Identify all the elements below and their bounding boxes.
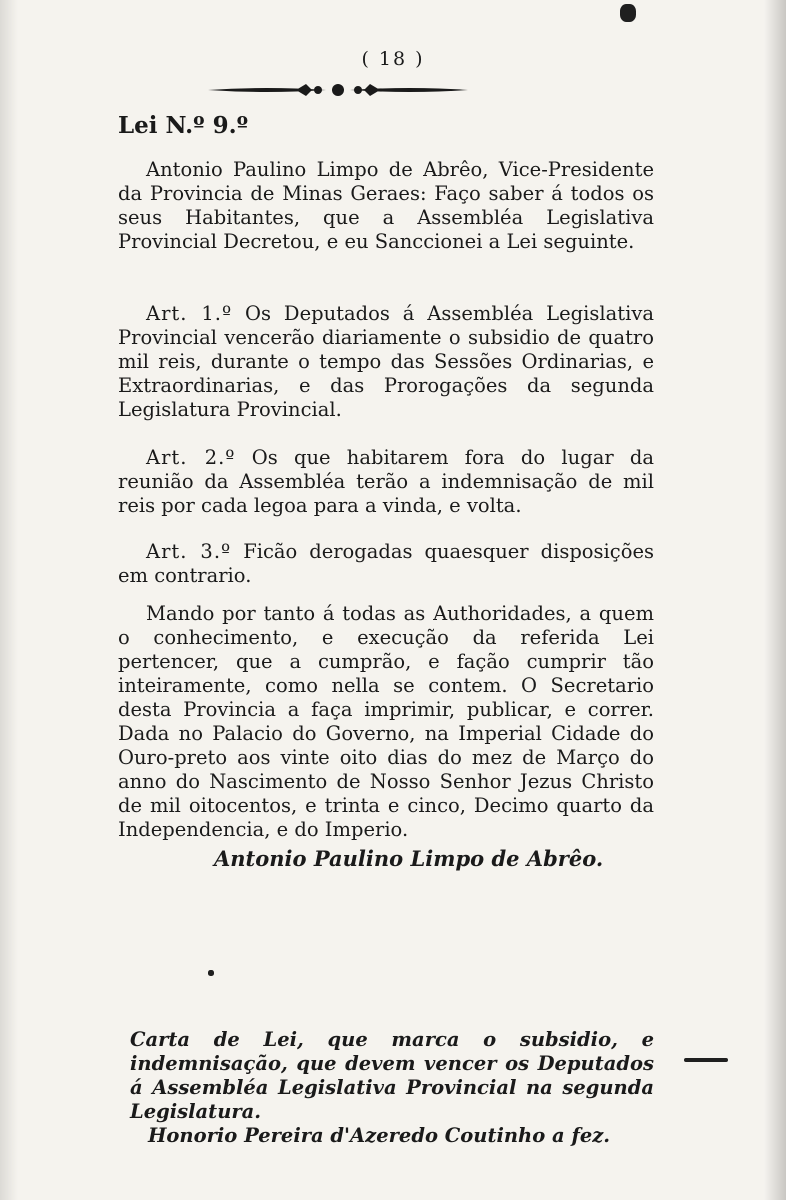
article-2-label: Art. 2.º (146, 446, 236, 469)
carta-de-lei (118, 1028, 654, 1148)
ornamental-divider (206, 80, 470, 100)
article-3 (118, 540, 654, 588)
page-number: ( 18 ) (361, 48, 425, 70)
mandate-text: Mando por tanto á todas as Authoridades, a quem o conhecimento, e execução da referida Lei pertencer, que a cumprão, e fação cumprir tão inteiramente, como nella se contem. O Secretario desta Provincia a faça imprimir, publicar, e correr. Dada no Palacio do Governo, na Imperial Cidade do Ouro-preto aos vinte oito dias do mez de Março do anno do Nascimento de Nosso Senhor Jezus Christo de mil oitocentos, e trinta e cinco, Decimo quarto da Independencia, e do Imperio. (118, 602, 654, 841)
article-2-text: Os que habitarem fora do lugar da reunião da Assembléa terão a indemnisação de mil reis por cada legoa para a vinda, e volta. (118, 446, 654, 517)
ink-dot (208, 970, 214, 976)
signature: Antonio Paulino Limpo de Abrêo. (214, 846, 604, 871)
article-3-text: Ficão derogadas quaesquer disposições em contrario. (118, 540, 654, 587)
law-title: Lei N.º 9.º (118, 112, 249, 139)
ink-mark (684, 1058, 728, 1062)
preamble-block (118, 158, 654, 254)
article-1-text: Os Deputados á Assembléa Legislativa Provincial vencerão diariamente o subsidio de quatro mil reis, durante o tempo das Sessões Ordinarias, e Extraordinarias, e das Prorogações da segunda Legislatura Provincial. (118, 302, 654, 421)
article-3-label: Art. 3.º (146, 540, 232, 563)
preamble-text: Antonio Paulino Limpo de Abrêo, Vice-Presidente da Provincia de Minas Geraes: Faço saber á todos os seus Habitantes, que a Assembléa Legislativa Provincial Decretou, e eu Sanccionei a Lei seguinte. (118, 158, 654, 253)
ink-stain (620, 4, 636, 22)
article-1-label: Art. 1.º (146, 302, 233, 325)
article-2 (118, 446, 654, 518)
carta-author: Honorio Pereira d'Azeredo Coutinho a fez. (148, 1124, 611, 1147)
article-1 (118, 302, 654, 422)
mandate-block (118, 602, 654, 842)
carta-description: Carta de Lei, que marca o subsidio, e indemnisação, que devem vencer os Deputados á Assembléa Legislativa Provincial na segunda Legislatura. (130, 1028, 654, 1123)
